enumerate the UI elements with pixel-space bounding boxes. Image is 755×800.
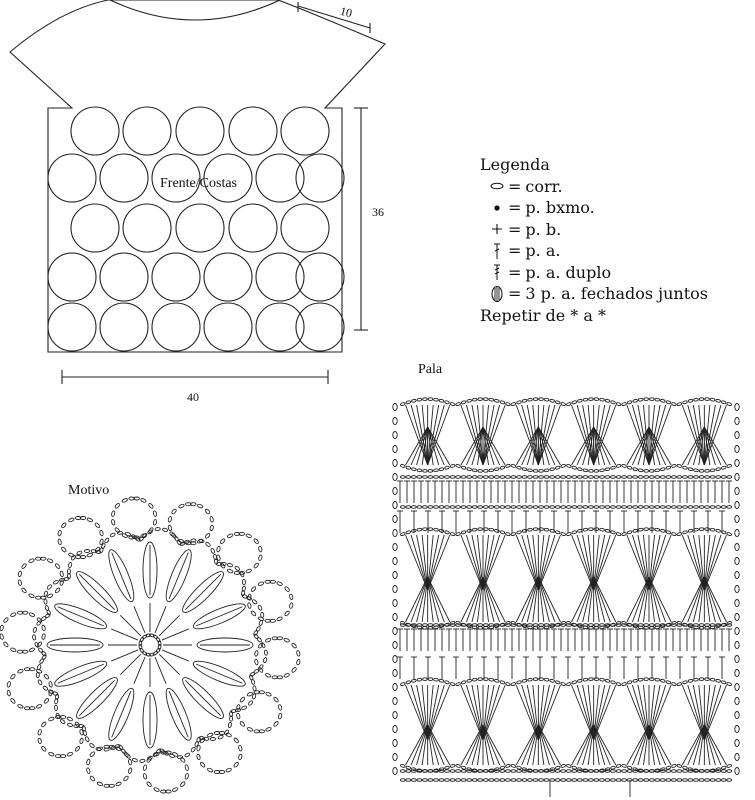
yoke-stitch — [483, 577, 494, 622]
legend-item: = p. a. — [480, 240, 708, 262]
yoke-stitch — [472, 405, 483, 465]
motif-stitch — [120, 615, 141, 636]
legend-item-label: p. bxmo. — [525, 198, 595, 217]
motif-circle — [281, 107, 329, 155]
motif-grid — [48, 107, 344, 351]
dim-height-label: 36 — [372, 205, 384, 219]
motif-circle — [176, 204, 224, 252]
yoke-stitch — [594, 577, 616, 622]
yoke-stitch — [594, 405, 605, 465]
motif-circle — [152, 253, 200, 301]
motif-stitch — [159, 654, 180, 675]
motif-stitch — [134, 657, 145, 684]
legend-item-label: p. b. — [525, 219, 562, 239]
yoke-stitch — [649, 405, 660, 465]
yoke-stitch — [538, 725, 560, 765]
dim-width-label: 40 — [187, 390, 199, 404]
legend-item-label: corr. — [525, 176, 563, 196]
yoke-stitch — [406, 577, 428, 622]
legend-item-label: 3 p. a. fechados juntos — [525, 284, 709, 303]
motif-circle — [256, 253, 304, 301]
yoke-stitch — [583, 405, 594, 465]
yoke-stitch — [483, 725, 505, 765]
yoke-stitch — [594, 535, 616, 590]
yoke-stitch — [693, 405, 704, 465]
three-dc-cluster-icon — [486, 285, 508, 303]
motif-circle — [100, 253, 148, 301]
motif-chart — [0, 490, 320, 800]
yoke-stitch — [527, 577, 538, 622]
yoke-stitch — [704, 725, 726, 765]
motif-circle — [296, 253, 344, 301]
yoke-stitch — [516, 535, 538, 590]
motif-stitch — [155, 657, 166, 684]
yoke-chart — [380, 385, 755, 800]
motif-stitch — [120, 654, 141, 675]
yoke-stitch — [406, 535, 428, 590]
yoke-stitch — [638, 577, 649, 622]
motif-circle — [256, 303, 304, 351]
yoke-stitch — [704, 725, 715, 765]
yoke-stitch — [572, 535, 594, 590]
yoke-stitch — [649, 577, 671, 622]
yoke-stitch — [594, 725, 616, 765]
yoke-stitch — [538, 725, 549, 765]
yoke-stitch — [428, 577, 439, 622]
yoke-stitch — [572, 577, 594, 622]
motif-label: Motivo — [68, 483, 110, 498]
motif-circle — [256, 154, 304, 202]
legend-item: = corr. — [480, 176, 708, 198]
yoke-stitch — [472, 577, 483, 622]
yoke-stitch — [649, 535, 671, 590]
motif-stitch — [159, 615, 180, 636]
repeat-note: Repetir de * a * — [480, 305, 607, 325]
yoke-stitch — [527, 405, 538, 465]
garment-schematic — [0, 0, 420, 420]
legend — [480, 154, 708, 326]
yoke-stitch — [516, 725, 538, 765]
treble-crochet-icon — [486, 263, 508, 281]
motif-circle — [204, 303, 252, 351]
yoke-label: Pala — [418, 362, 443, 377]
legend-item: = 3 p. a. fechados juntos — [480, 283, 708, 305]
yoke-stitch — [649, 725, 660, 765]
yoke-stitch — [483, 577, 505, 622]
yoke-stitch — [693, 725, 704, 765]
yoke-stitch — [483, 535, 505, 590]
yoke-stitch — [627, 725, 649, 765]
yoke-stitch — [704, 535, 726, 590]
yoke-stitch — [704, 405, 715, 465]
motif-circle — [100, 303, 148, 351]
motif-stitch — [162, 629, 189, 640]
legend-item-label: p. a. — [525, 241, 561, 260]
yoke-stitch — [428, 535, 450, 590]
double-crochet-icon — [486, 242, 508, 260]
motif-circle — [48, 154, 96, 202]
motif-circle — [296, 154, 344, 202]
yoke-stitch — [583, 577, 594, 622]
slip-stitch-icon — [486, 204, 508, 212]
legend-item-label: p. a. duplo — [525, 262, 612, 282]
yoke-stitch — [649, 725, 671, 765]
motif-circle — [100, 154, 148, 202]
motif-circle — [229, 204, 277, 252]
yoke-stitch — [428, 405, 439, 465]
motif-circle — [71, 204, 119, 252]
shoulder-dim-line — [298, 3, 370, 28]
motif-circle — [48, 303, 96, 351]
legend-item: = p. a. duplo — [480, 262, 708, 284]
motif-circle — [71, 107, 119, 155]
motif-stitch — [162, 650, 189, 661]
motif-circle — [176, 107, 224, 155]
yoke-stitch — [483, 725, 494, 765]
yoke-stitch — [572, 725, 594, 765]
motif-circle — [229, 107, 277, 155]
yoke-stitch — [682, 577, 704, 622]
yoke-stitch — [704, 577, 715, 622]
yoke-stitch — [594, 725, 605, 765]
neckline-curve — [110, 0, 280, 20]
motif-circle — [48, 253, 96, 301]
chain-stitch-icon — [486, 182, 508, 190]
motif-stitch — [111, 629, 138, 640]
yoke-stitch — [538, 577, 549, 622]
yoke-stitch — [627, 535, 649, 590]
yoke-stitch — [461, 725, 483, 765]
yoke-stitch — [428, 577, 450, 622]
yoke-stitch — [638, 405, 649, 465]
dim-shoulder-label: 10 — [338, 3, 354, 21]
yoke-stitch — [649, 577, 660, 622]
yoke-stitch — [538, 577, 560, 622]
motif-stitch — [155, 606, 166, 633]
legend-title: Legenda — [480, 155, 550, 174]
yoke-stitch — [417, 405, 428, 465]
motif-stitch — [111, 650, 138, 661]
single-crochet-icon — [486, 223, 508, 235]
yoke-stitch — [516, 577, 538, 622]
yoke-stitch — [594, 577, 605, 622]
yoke-stitch — [538, 535, 560, 590]
yoke-stitch — [682, 725, 704, 765]
yoke-stitch — [704, 577, 726, 622]
legend-item: = p. bxmo. — [480, 197, 708, 219]
yoke-stitch — [472, 725, 483, 765]
motif-circle — [296, 303, 344, 351]
legend-item: = p. b. — [480, 219, 708, 241]
garment-label: Frente/Costas — [160, 176, 237, 191]
motif-stitch — [134, 606, 145, 633]
yoke-stitch — [461, 535, 483, 590]
yoke-stitch — [406, 725, 428, 765]
yoke-stitch — [682, 535, 704, 590]
yoke-stitch — [693, 577, 704, 622]
motif-circle — [123, 107, 171, 155]
yoke-stitch — [627, 577, 649, 622]
yoke-stitch — [428, 725, 450, 765]
yoke-stitch — [417, 725, 428, 765]
motif-circle — [204, 253, 252, 301]
motif-circle — [281, 204, 329, 252]
yoke-stitch — [417, 577, 428, 622]
yoke-stitch — [527, 725, 538, 765]
yoke-stitch — [483, 405, 494, 465]
yoke-stitch — [428, 725, 439, 765]
motif-circle — [123, 204, 171, 252]
yoke-stitch — [538, 405, 549, 465]
yoke-stitch — [638, 725, 649, 765]
yoke-stitch — [583, 725, 594, 765]
yoke-stitch — [461, 577, 483, 622]
motif-circle — [152, 303, 200, 351]
